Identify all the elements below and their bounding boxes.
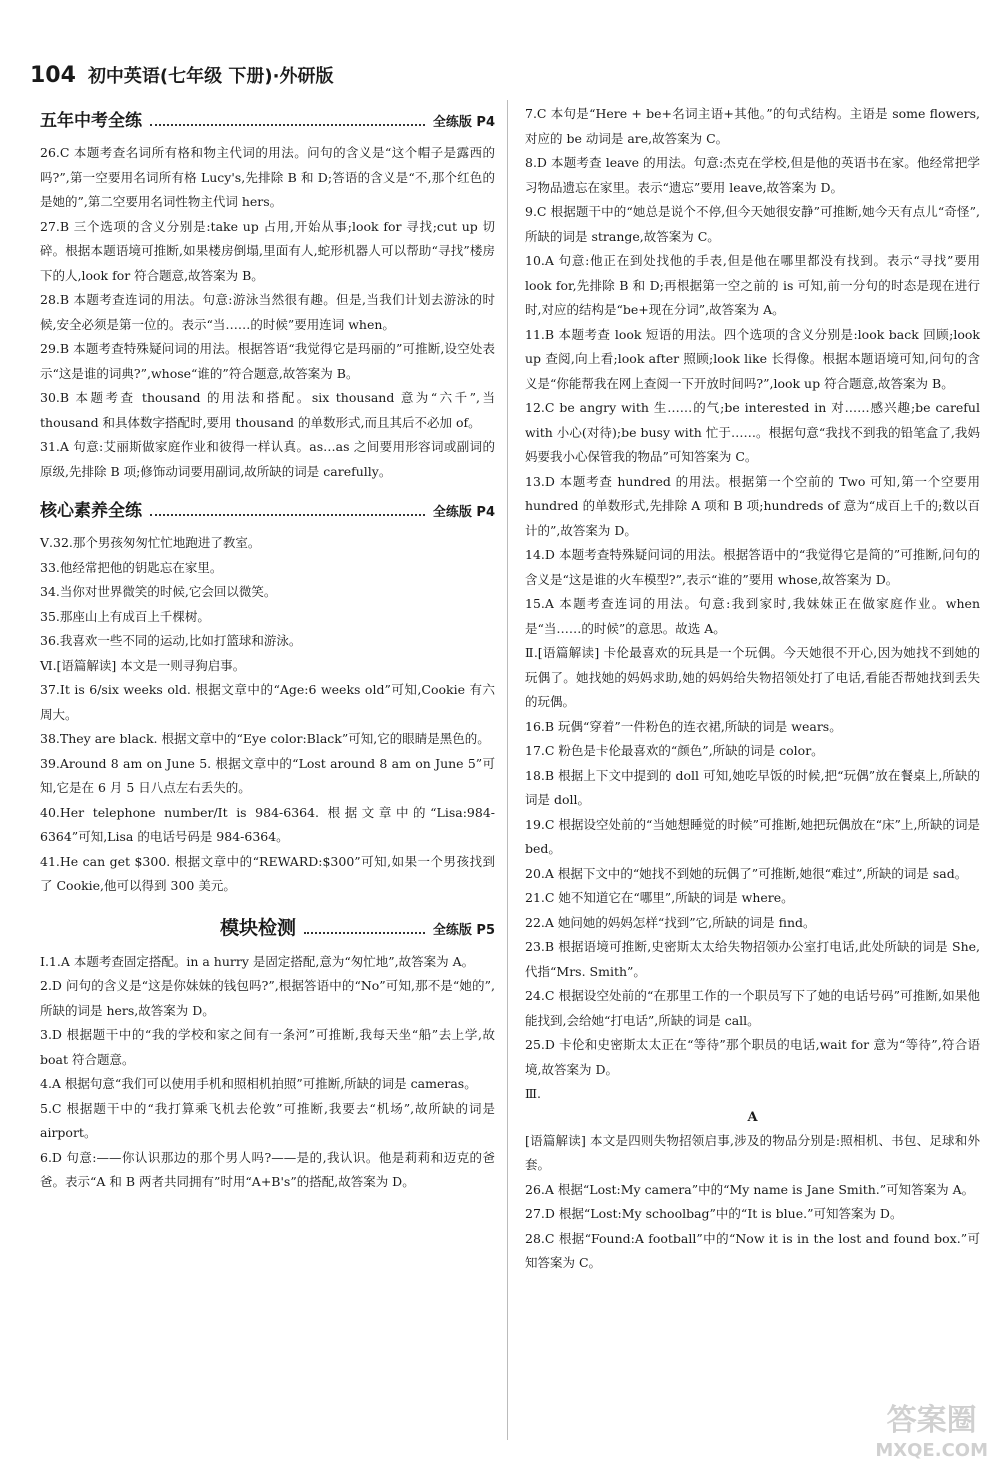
answer-entry: 26.C 本题考查名词所有格和物主代词的用法。问句的含义是“这个帽子是露西的吗?”,第一空要用名词所有格 Lucy's,先排除 B 和 D;答语的含义是“不,那个红色的是她的”,第二空要用名词性物主代词 hers。 xyxy=(40,145,495,209)
section-ref: 全练版 P4 xyxy=(432,115,495,130)
answer-entry: 26.A 根据“Lost:My camera”中的“My name is Jane Smith.”可知答案为 A。 xyxy=(525,1181,975,1197)
answer-entry: 3.D 根据题干中的“我的学校和家之间有一条河”可推断,我每天坐“船”去上学,故 boat 符合题意。 xyxy=(40,1027,495,1067)
answer-list-right-a xyxy=(525,102,980,641)
answer-entry: Ⅴ.32.那个男孩匆匆忙忙地跑进了教室。 xyxy=(40,535,261,550)
answer-entry: 19.C 根据设空处前的“当她想睡觉的时候”可推断,她把玩偶放在“床”上,所缺的词是 bed。 xyxy=(525,816,980,856)
answer-entry: 6.D 句意:——你认识那边的那个男人吗?——是的,我认识。他是莉莉和迈克的爸爸。表示“A 和 B 两者共同拥有”时用“A+B's”的搭配,故答案为 D。 xyxy=(40,1149,495,1189)
answer-entry: 38.They are black. 根据文章中的“Eye color:Black”可知,它的眼睛是黑色的。 xyxy=(40,731,490,746)
answer-entry: 16.B 玩偶“穿着”一件粉色的连衣裙,所缺的词是 wears。 xyxy=(525,718,842,734)
answer-entry: 20.A 根据下文中的“她找不到她的玩偶了”可推断,她很“难过”,所缺的词是 sad。 xyxy=(525,865,968,881)
answer-entry: 39.Around 8 am on June 5. 根据文章中的“Lost around 8 am on June 5”可知,它是在 6 月 5 日八点左右丢失的。 xyxy=(40,755,495,795)
section-header-core xyxy=(40,496,495,521)
answer-entry: 24.C 根据设空处前的“在那里工作的一个职员写下了她的电话号码”可推断,如果他能找到,会给她“打电话”,所缺的词是 call。 xyxy=(525,988,980,1028)
book-title: 初中英语(七年级 下册)·外研版 xyxy=(87,66,334,87)
page-number: 104 xyxy=(30,63,76,88)
section-title: 五年中考全练 xyxy=(40,111,142,131)
answer-entry: 7.C 本句是“Here + be+名词主语+其他。”的句式结构。主语是 some flowers,对应的 be 动词是 are,故答案为 C。 xyxy=(525,106,980,146)
page-header xyxy=(30,62,334,88)
watermark-logo-text: 答案圈 xyxy=(886,1403,977,1438)
answer-entry: 31.A 句意:艾丽斯做家庭作业和彼得一样认真。as…as 之间要用形容词或副词的原级,先排除 B 项;修饰动词要用副词,故所缺的词是 carefully。 xyxy=(40,439,495,479)
leader-dots xyxy=(304,932,425,934)
passage-a-label: A xyxy=(747,1109,758,1125)
answer-entry: 34.当你对世界微笑的时候,它会回以微笑。 xyxy=(40,584,277,599)
watermark-url: MXQE.COM xyxy=(875,1440,988,1461)
site-watermark xyxy=(875,1403,988,1466)
answer-entry: Ⅰ.1.A 本题考查固定搭配。in a hurry 是固定搭配,意为“匆忙地”,故答案为 A。 xyxy=(40,953,475,969)
answer-entry: 13.D 本题考查 hundred 的用法。根据第一个空前的 Two 可知,第一个空要用 hundred 的单数形式,先排除 A 项和 B 项;hundreds of 意为“成百上千的;数以百计的”,故答案为 D。 xyxy=(525,473,980,538)
answer-entry: 40.Her telephone number/It is 984-6364. 根据文章中的“Lisa:984-6364”可知,Lisa 的电话号码是 984-6364。 xyxy=(40,804,495,844)
answer-list-sec1 xyxy=(40,141,495,484)
leader-dots xyxy=(150,514,425,516)
left-column xyxy=(40,102,495,1195)
section-ref: 全练版 P4 xyxy=(432,505,495,520)
answer-list-sec3 xyxy=(40,950,495,1195)
answer-entry: 2.D 问句的含义是“这是你妹妹的钱包吗?”,根据答语中的“No”可知,那不是“她的”,所缺的词是 hers,故答案为 D。 xyxy=(40,978,495,1018)
answer-entry: 28.B 本题考查连词的用法。句意:游泳当然很有趣。但是,当我们计划去游泳的时候,安全必须是第一位的。表示“当……的时候”要用连词 when。 xyxy=(40,292,495,332)
section-header-five-years xyxy=(40,106,495,131)
leader-dots xyxy=(150,124,425,126)
answer-entry: 23.B 根据语境可推断,史密斯太太给失物招领办公室打电话,此处所缺的词是 She,代指“Mrs. Smith”。 xyxy=(525,939,980,979)
answer-entry: 21.C 她不知道它在“哪里”,所缺的词是 where。 xyxy=(525,890,794,905)
answer-entry: 37.It is 6/six weeks old. 根据文章中的“Age:6 weeks old”可知,Cookie 有六周大。 xyxy=(40,682,495,722)
answer-entry: 4.A 根据句意“我们可以使用手机和照相机拍照”可推断,所缺的词是 cameras。 xyxy=(40,1076,477,1091)
answer-entry: 5.C 根据题干中的“我打算乘飞机去伦敦”可推断,我要去“机场”,故所缺的词是 airport。 xyxy=(40,1100,495,1140)
answer-entry: 35.那座山上有成百上千棵树。 xyxy=(40,608,210,624)
answer-entry: 28.C 根据“Found:A football”中的“Now it is in the lost and found box.”可知答案为 C。 xyxy=(525,1230,980,1270)
answer-entry: 10.A 句意:他正在到处找他的手表,但是他在哪里都没有找到。表示“寻找”要用 look for,先排除 B 和 D;再根据第一空之前的 is 可知,前一分句的时态是现在进行时,对应的结构是“be+现在分词”,故答案为 A。 xyxy=(525,253,980,317)
answer-entry: 15.A 本题考查连词的用法。句意:我到家时,我妹妹正在做家庭作业。when 是“当……的时候”的意思。故选 A。 xyxy=(525,596,980,636)
answer-entry: 41.He can get $300. 根据文章中的“REWARD:$300”可知,如果一个男孩找到了 Cookie,他可以得到 300 美元。 xyxy=(40,853,495,893)
answer-entry: Ⅱ.[语篇解读] 卡伦最喜欢的玩具是一个玩偶。今天她很不开心,因为她找不到她的玩偶了。她找她的妈妈求助,她的妈妈给失物招领处打了电话,看能否帮她找到丢失的玩偶。 xyxy=(525,645,980,709)
section-title: 核心素养全练 xyxy=(40,501,142,521)
answer-list-right-b xyxy=(525,641,980,1082)
answer-entry: 8.D 本题考查 leave 的用法。句意:杰克在学校,但是他的英语书在家。他经常把学习物品遗忘在家里。表示“遗忘”要用 leave,故答案为 D。 xyxy=(525,155,980,195)
column-divider xyxy=(507,100,508,1440)
answer-entry: 17.C 粉色是卡伦最喜欢的“颜色”,所缺的词是 color。 xyxy=(525,743,824,758)
section-title: 模块检测 xyxy=(220,916,297,939)
answer-entry: 30.B 本题考查 thousand 的用法和搭配。six thousand 意为“六千”,当 thousand 和具体数字搭配时,要用 thousand 的单数形式,而且其后不必加 of。 xyxy=(40,390,495,430)
section-header-module-test xyxy=(40,913,495,940)
answer-list-right-c xyxy=(525,1129,980,1276)
answer-entry: 29.B 本题考查特殊疑问词的用法。根据答语“我觉得它是玛丽的”可推断,设空处表示“这是谁的词典?”,whose“谁的”符合题意,故答案为 B。 xyxy=(40,341,495,381)
right-column xyxy=(525,102,980,1276)
answer-entry: 14.D 本题考查特殊疑问词的用法。根据答语中的“我觉得它是简的”可推断,问句的含义是“这是谁的火车模型?”,表示“谁的”要用 whose,故答案为 D。 xyxy=(525,547,980,587)
answer-entry: 11.B 本题考查 look 短语的用法。四个选项的含义分别是:look back 回顾;look up 查阅,向上看;look after 照顾;look like 长得像。根据本题语境可知,问句的含义是“你能帮我在网上查阅一下开放时间吗?”,look up 符合题意,故答案为 B。 xyxy=(525,326,980,391)
answer-entry: [语篇解读] 本文是四则失物招领启事,涉及的物品分别是:照相机、书包、足球和外套。 xyxy=(525,1132,980,1172)
answer-entry: 36.我喜欢一些不同的运动,比如打篮球和游泳。 xyxy=(40,633,302,648)
answer-entry: 22.A 她问她的妈妈怎样“找到”它,所缺的词是 find。 xyxy=(525,914,816,930)
answer-entry: 33.他经常把他的钥匙忘在家里。 xyxy=(40,559,223,575)
part-three-label: Ⅲ. xyxy=(525,1086,542,1101)
answer-entry: 27.B 三个选项的含义分别是:take up 占用,开始从事;look for 寻找;cut up 切碎。根据本题语境可推断,如果楼房倒塌,里面有人,蛇形机器人可以帮助“寻找”楼房下的人,look for 符合题意,故答案为 B。 xyxy=(40,218,495,283)
answer-entry: Ⅵ.[语篇解读] 本文是一则寻狗启事。 xyxy=(40,657,246,673)
answer-entry: 18.B 根据上下文中提到的 doll 可知,她吃早饭的时候,把“玩偶”放在餐桌上,所缺的词是 doll。 xyxy=(525,767,980,807)
section-ref: 全练版 P5 xyxy=(432,922,495,938)
answer-entry: 9.C 根据题干中的“她总是说个不停,但今天她很安静”可推断,她今天有点儿“奇怪”,所缺的词是 strange,故答案为 C。 xyxy=(525,204,980,244)
answer-entry: 12.C be angry with 生……的气;be interested in 对……感兴趣;be careful with 小心(对待);be busy with 忙于……。根据句意“我找不到我的铅笔盒了,我妈妈要我小心保管我的物品”可知答案为 C。 xyxy=(525,400,980,464)
answer-entry: 25.D 卡伦和史密斯太太正在“等待”那个职员的电话,wait for 意为“等待”,符合语境,故答案为 D。 xyxy=(525,1037,980,1077)
answer-list-sec2 xyxy=(40,531,495,899)
answer-entry: 27.D 根据“Lost:My schoolbag”中的“It is blue.”可知答案为 D。 xyxy=(525,1206,903,1221)
